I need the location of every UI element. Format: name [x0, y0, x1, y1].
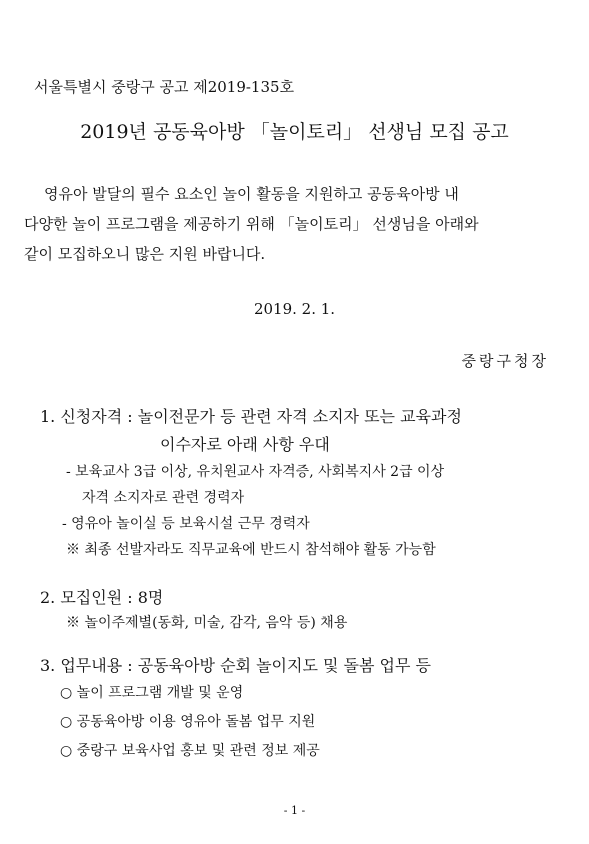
- section1-item1: - 보육교사 3급 이상, 유치원교사 자격증, 사회복지사 2급 이상: [66, 464, 445, 480]
- notice-date: 2019. 2. 1.: [253, 300, 336, 318]
- section3-item-1: ○ 놀이 프로그램 개발 및 운영: [60, 685, 244, 701]
- signer: 중랑구청장: [461, 352, 549, 370]
- notice-number: 서울특별시 중랑구 공고 제2019-135호: [34, 78, 295, 96]
- section1-item2: - 영유아 놀이실 등 보육시설 근무 경력자: [62, 516, 310, 532]
- document-title: 2019년 공동육아방 「놀이토리」 선생님 모집 공고: [80, 121, 509, 143]
- intro-line-1: 영유아 발달의 필수 요소인 놀이 활동을 지원하고 공동육아방 내: [44, 185, 459, 203]
- section3-item-3: ○ 중랑구 보육사업 홍보 및 관련 정보 제공: [60, 743, 320, 759]
- section1-heading: 1. 신청자격 : 놀이전문가 등 관련 자격 소지자 또는 교육과정: [40, 407, 462, 426]
- section3-heading: 3. 업무내용 : 공동육아방 순회 놀이지도 및 돌봄 업무 등: [40, 656, 432, 675]
- section2-heading: 2. 모집인원 : 8명: [40, 588, 164, 607]
- section2-note: ※ 놀이주제별(동화, 미술, 감각, 음악 등) 채용: [66, 615, 348, 631]
- section1-note: ※ 최종 선발자라도 직무교육에 반드시 참석해야 활동 가능함: [66, 542, 436, 558]
- page-number: - 1 -: [283, 804, 306, 817]
- section3-item-2: ○ 공동육아방 이용 영유아 돌봄 업무 지원: [60, 714, 316, 730]
- section1-item1-cont: 자격 소지자로 관련 경력자: [82, 490, 245, 506]
- intro-line-3: 같이 모집하오니 많은 지원 바랍니다.: [24, 245, 266, 263]
- section1-heading-cont: 이수자로 아래 사항 우대: [160, 435, 330, 454]
- intro-line-2: 다양한 놀이 프로그램을 제공하기 위해 「놀이토리」 선생님을 아래와: [24, 215, 479, 233]
